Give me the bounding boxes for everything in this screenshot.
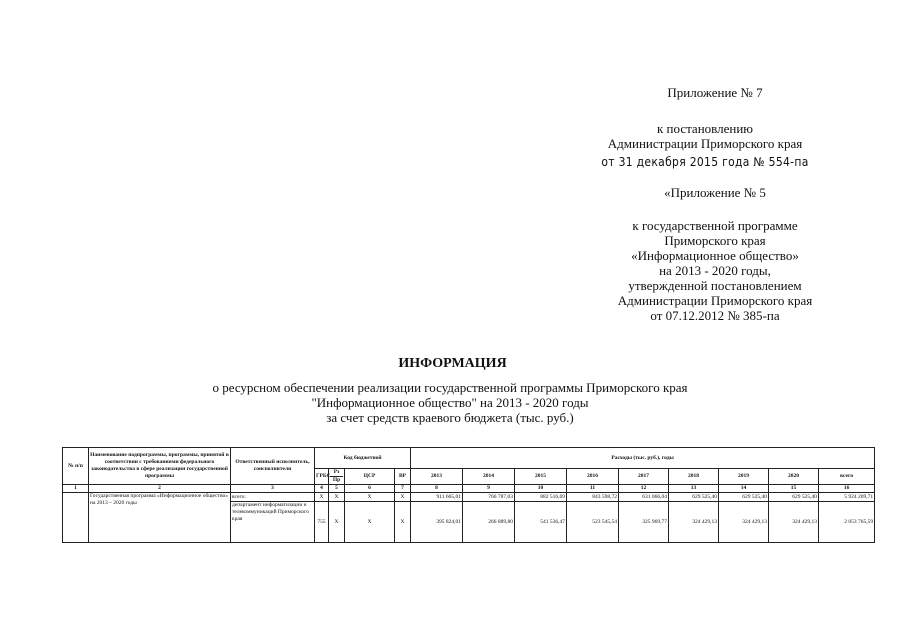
header-code: Код бюджетной [315,448,411,469]
program-line-6: Администрации Приморского края [617,293,813,308]
value-cell: 631 066,04 [619,493,669,502]
dept-name: департамент информатизации и телекоммуникаций Приморского края [231,502,315,543]
header-total: всего [819,469,875,485]
header-year-2017: 2017 [619,469,669,485]
header-expenses: Расходы (тыс. руб.), годы [411,448,875,469]
code-cell: X [345,493,395,502]
value-cell: 629 525,40 [719,493,769,502]
header-rz: Рз [333,469,340,475]
header-num: № п/п [63,448,89,485]
value-cell: 911 665,01 [411,493,463,502]
column-number-row [63,485,875,493]
header-year-2018: 2018 [669,469,719,485]
program-line-1: к государственной программе [632,218,798,233]
resolution-line-1: к постановлению [656,121,754,136]
value-cell: 629 525,40 [769,493,819,502]
header-name: Наименование подпрограммы, программы, принятой в соответствии с требованиями федерального законодательства в сфере реализации государственной программы [89,448,231,485]
header-grbs: ГРБС [315,469,329,485]
resource-table [62,447,875,543]
code-cell: X [345,502,395,543]
col-number: 15 [769,485,819,493]
header-year-2014: 2014 [463,469,515,485]
col-number: 16 [819,485,875,493]
header-pr: Пр [330,476,343,484]
col-number: 10 [515,485,567,493]
col-number: 11 [567,485,619,493]
code-cell: X [395,493,411,502]
value-cell: 2 053 765,59 [819,502,875,543]
value-cell: 541 536,47 [515,502,567,543]
value-cell: 266 889,80 [463,502,515,543]
program-line-4: на 2013 - 2020 годы, [659,263,771,278]
subtitle-line-3: за счет средств краевого бюджета (тыс. руб.) [326,410,574,425]
header-year-2020: 2020 [769,469,819,485]
header-year-2013: 2013 [411,469,463,485]
document-subtitle [150,380,750,425]
value-cell: 324 429,13 [669,502,719,543]
value-cell: 766 787,03 [463,493,515,502]
col-number: 14 [719,485,769,493]
value-cell: 882 516,69 [515,493,567,502]
program-line-5: утвержденной постановлением [628,278,802,293]
code-cell: X [315,493,329,502]
program-line-7: от 07.12.2012 № 385-па [650,308,780,323]
col-number: 5 [329,485,345,493]
col-number: 7 [395,485,411,493]
code-cell: X [329,493,345,502]
col-number: 4 [315,485,329,493]
program-line-3: «Информационное общество» [631,248,799,263]
col-number: 9 [463,485,515,493]
subtitle-line-1: о ресурсном обеспечении реализации государственной программы Приморского края [212,380,688,395]
resolution-date: от 31 декабря 2015 года № 554-па [601,155,809,169]
row-num-cell [63,493,89,543]
program-name: Государственная программа «Информационное общество» на 2013 – 2020 годы [89,493,231,543]
header-rz-pr [329,469,345,485]
document-title: ИНФОРМАЦИЯ [398,356,507,371]
header-csr: ЦСР [345,469,395,485]
code-cell: 755 [315,502,329,543]
total-label: всего: [231,493,315,502]
subtitle-line-2: "Информационное общество" на 2013 - 2020 годы [311,395,589,410]
col-number: 8 [411,485,463,493]
resolution-reference [560,121,850,151]
col-number: 12 [619,485,669,493]
code-cell: X [329,502,345,543]
code-cell: X [395,502,411,543]
value-cell: 523 545,54 [567,502,619,543]
value-cell: 324 429,13 [719,502,769,543]
quote-appendix: «Приложение № 5 [664,185,766,200]
col-number: 1 [63,485,89,493]
col-number: 6 [345,485,395,493]
header-year-2015: 2015 [515,469,567,485]
value-cell: 324 429,13 [769,502,819,543]
value-cell: 395 824,01 [411,502,463,543]
appendix-number: Приложение № 7 [667,85,763,100]
value-cell: 629 525,40 [669,493,719,502]
header-vr: ВР [395,469,411,485]
header-exec: Ответственный исполнитель, соисполнители [231,448,315,485]
value-cell: 5 924 209,71 [819,493,875,502]
value-cell: 843 598,72 [567,493,619,502]
header-year-2019: 2019 [719,469,769,485]
col-number: 3 [231,485,315,493]
header-year-2016: 2016 [567,469,619,485]
program-line-2: Приморского края [664,233,766,248]
col-number: 13 [669,485,719,493]
col-number: 2 [89,485,231,493]
resolution-line-2: Администрации Приморского края [607,136,803,151]
table-row [63,493,875,502]
program-reference [560,218,870,323]
value-cell: 325 969,77 [619,502,669,543]
